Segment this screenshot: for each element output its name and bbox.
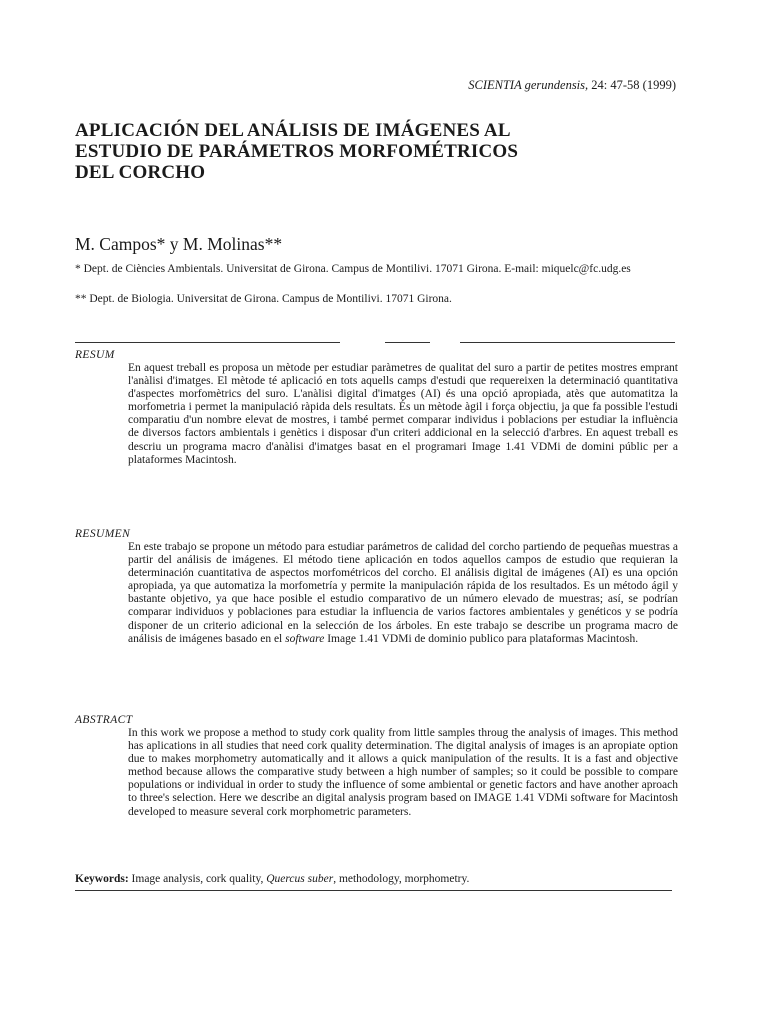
paper-title <box>75 120 635 183</box>
journal-volume-pages: 24: 47-58 (1999) <box>591 78 676 92</box>
divider-rule <box>460 342 675 343</box>
keywords-part-2: , methodology, morphometry. <box>333 873 470 885</box>
keywords-label: Keywords: <box>75 873 129 885</box>
resum-text: En aquest treball es proposa un mètode per estudiar paràmetres de qualitat del suro a partir de petites mostres emprant l'anàlisi d'imatges. El mètode té aplicació en tots aquells camps d'estudi que requereixen la determinació quantitativa d'aspectes morfomètrics del suro. L'anàlisi digital d'imatges (AI) és una opció apropiada, atès que automatitza la morfometria i permet la manipulació ràpida dels resultats. És un mètode àgil i força objectiu, ja que fa possible l'estudi comparatiu d'un nombre elevat de mostres, i també permet comparar individus i poblacions per estudiar la influència de diversos factors ambientals i genètics i disposar d'un criteri addicional en la selecció d'arbres. En aquest treball es descriu un programa macro d'anàlisi d'imatges basat en el programari Image 1.41 VDMi de domini públic per a plataformes Macintosh. <box>128 362 678 466</box>
resumen-text <box>128 541 678 646</box>
keywords-italic: Quercus suber <box>266 873 334 885</box>
journal-citation <box>468 78 676 93</box>
resumen-text-italic: software <box>285 632 325 645</box>
divider-rule <box>385 342 430 343</box>
title-line-3: DEL CORCHO <box>75 162 206 183</box>
divider-rule <box>75 342 340 343</box>
journal-name: SCIENTIA gerundensis, <box>468 78 589 92</box>
keywords-part-1: Image analysis, cork quality, <box>128 873 267 885</box>
title-line-1: APLICACIÓN DEL ANÁLISIS DE IMÁGENES AL <box>75 120 511 141</box>
resumen-text-part-1: En este trabajo se propone un método para estudiar parámetros de calidad del corcho partiendo de pequeñas muestras a partir del análisis de imágenes. El método tiene aplicación en todos aquellos campos de estudio que requieran la determinación cuantitativa de aspectos morfométricos del corcho. El análisis digital de imágenes (AI) es una opción apropiada, ya que automatiza la morfometría y permite la manipulación rápida de los resultados. Es un método ágil y bastante objetivo, ya que hace posible el estudio comparativo de un número elevado de muestras; así, se podrían comparar individuos y poblaciones para estudiar la influencia de varios factores ambientales y genéticos y se podría disponer de un criterio adicional en la selección de los árboles. En este trabajo se describe un programa macro de análisis de imágenes basado en el <box>128 541 678 645</box>
resumen-text-part-2: Image 1.41 VDMi de dominio publico para plataformas Macintosh. <box>324 632 639 645</box>
affiliation-2: ** Dept. de Biologia. Universitat de Girona. Campus de Montilivi. 17071 Girona. <box>75 293 452 305</box>
title-line-2: ESTUDIO DE PARÁMETROS MORFOMÉTRICOS <box>75 141 519 162</box>
abstract-text: In this work we propose a method to study cork quality from little samples throug the analysis of images. This method has aplications in all studies that need cork quality determination. The digital analysis of images is an apropiate option due to makes morphometry automatically and it allows a quick manipulation of the results. It is a fast and objective method because allows the comparative study between a high number of samples; so it could be possible to compare populations or individual in order to study the influence of some ambiental or genetic factors and have another aproach to three's selection. Here we describe an digital analysis program based on IMAGE 1.41 VDMi software for Macintosh developed to measure several cork morphometric parameters. <box>128 727 678 818</box>
affiliation-1: * Dept. de Ciències Ambientals. Universitat de Girona. Campus de Montilivi. 17071 Girona. E-mail: miquelc@fc.udg.es <box>75 263 631 275</box>
keywords <box>75 873 675 885</box>
abstract-label: ABSTRACT <box>75 714 133 726</box>
authors: M. Campos* y M. Molinas** <box>75 234 283 254</box>
resum-label: RESUM <box>75 349 115 361</box>
bottom-rule <box>75 890 672 891</box>
resumen-label: RESUMEN <box>75 528 131 540</box>
